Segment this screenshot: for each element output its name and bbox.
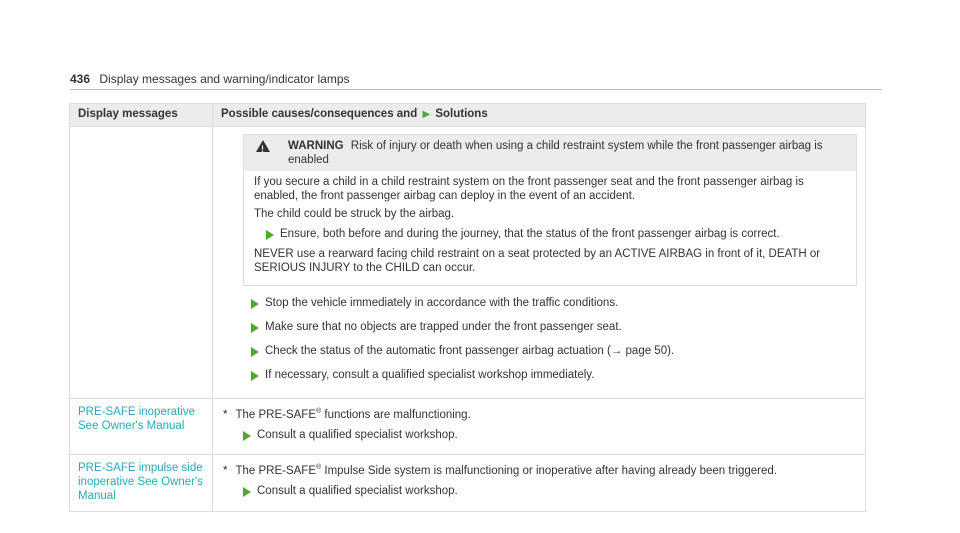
- warning-para: The child could be struck by the airbag.: [254, 208, 455, 220]
- display-message-pre-safe-impulse: PRE-SAFE impulse side inoperative See Owner's Manual: [78, 461, 203, 502]
- message-cell: [70, 399, 213, 455]
- step-arrow-icon: [251, 299, 259, 309]
- col-header-causes: Possible causes/consequences and ▶ Solutions: [213, 104, 866, 127]
- page-header: [70, 72, 350, 86]
- page-header-title: Display messages and warning/indicator lamps: [99, 72, 350, 86]
- solution-steps: [221, 296, 857, 382]
- table-row: [70, 454, 866, 511]
- step-arrow-icon: [243, 431, 251, 441]
- solution-cell: [213, 127, 866, 399]
- play-arrow-icon: ▶: [422, 109, 431, 120]
- col-header-messages: Display messages: [70, 104, 213, 127]
- warning-body: [244, 171, 856, 285]
- solution-cell: [213, 454, 866, 511]
- warning-label: WARNING: [288, 140, 344, 152]
- solution-step: Consult a qualified specialist workshop.: [243, 484, 857, 498]
- step-arrow-icon: [251, 371, 259, 381]
- table-row: [70, 127, 866, 399]
- warning-heading: [244, 135, 856, 171]
- header-divider: [70, 89, 882, 90]
- solution-cell: [213, 399, 866, 455]
- step-arrow-icon: [243, 487, 251, 497]
- display-messages-table: [69, 103, 866, 512]
- message-cell: [70, 127, 213, 399]
- table-header-row: [70, 104, 866, 127]
- step-arrow-icon: [251, 323, 259, 333]
- solution-step: Make sure that no objects are trapped under the front passenger seat.: [251, 320, 857, 334]
- page-number: 436: [70, 72, 91, 86]
- step-arrow-icon: [251, 347, 259, 357]
- solution-step: Check the status of the automatic front passenger airbag actuation (→ page 50).: [251, 344, 857, 358]
- step-arrow-icon: [266, 230, 274, 240]
- warning-box: [243, 134, 857, 286]
- warning-triangle-icon: [256, 140, 270, 152]
- solution-step: Consult a qualified specialist workshop.: [243, 428, 857, 442]
- cause-text: * The PRE-SAFE® Impulse Side system is malfunctioning or inoperative after having already been triggered.: [223, 463, 777, 477]
- table-row: [70, 399, 866, 455]
- solution-step: Stop the vehicle immediately in accordance with the traffic conditions.: [251, 296, 857, 310]
- cause-text: * The PRE-SAFE® functions are malfunctioning.: [223, 408, 471, 421]
- warning-para: NEVER use a rearward facing child restraint on a seat protected by an ACTIVE AIRBAG in front of it, DEATH or SERIOUS INJURY to the CHILD can occur.: [254, 248, 821, 274]
- warning-step: Ensure, both before and during the journey, that the status of the front passenger airbag is correct.: [266, 227, 846, 241]
- message-cell: [70, 454, 213, 511]
- display-message-pre-safe: PRE-SAFE inoperative See Owner's Manual: [78, 406, 195, 432]
- solution-step: If necessary, consult a qualified specialist workshop immediately.: [251, 368, 857, 382]
- warning-para: If you secure a child in a child restraint system on the front passenger seat and the front passenger airbag is enabled, the front passenger airbag can deploy in the event of an accident.: [254, 176, 804, 202]
- warning-heading-text: Risk of injury or death when using a child restraint system while the front passenger airbag is enabled: [288, 140, 823, 166]
